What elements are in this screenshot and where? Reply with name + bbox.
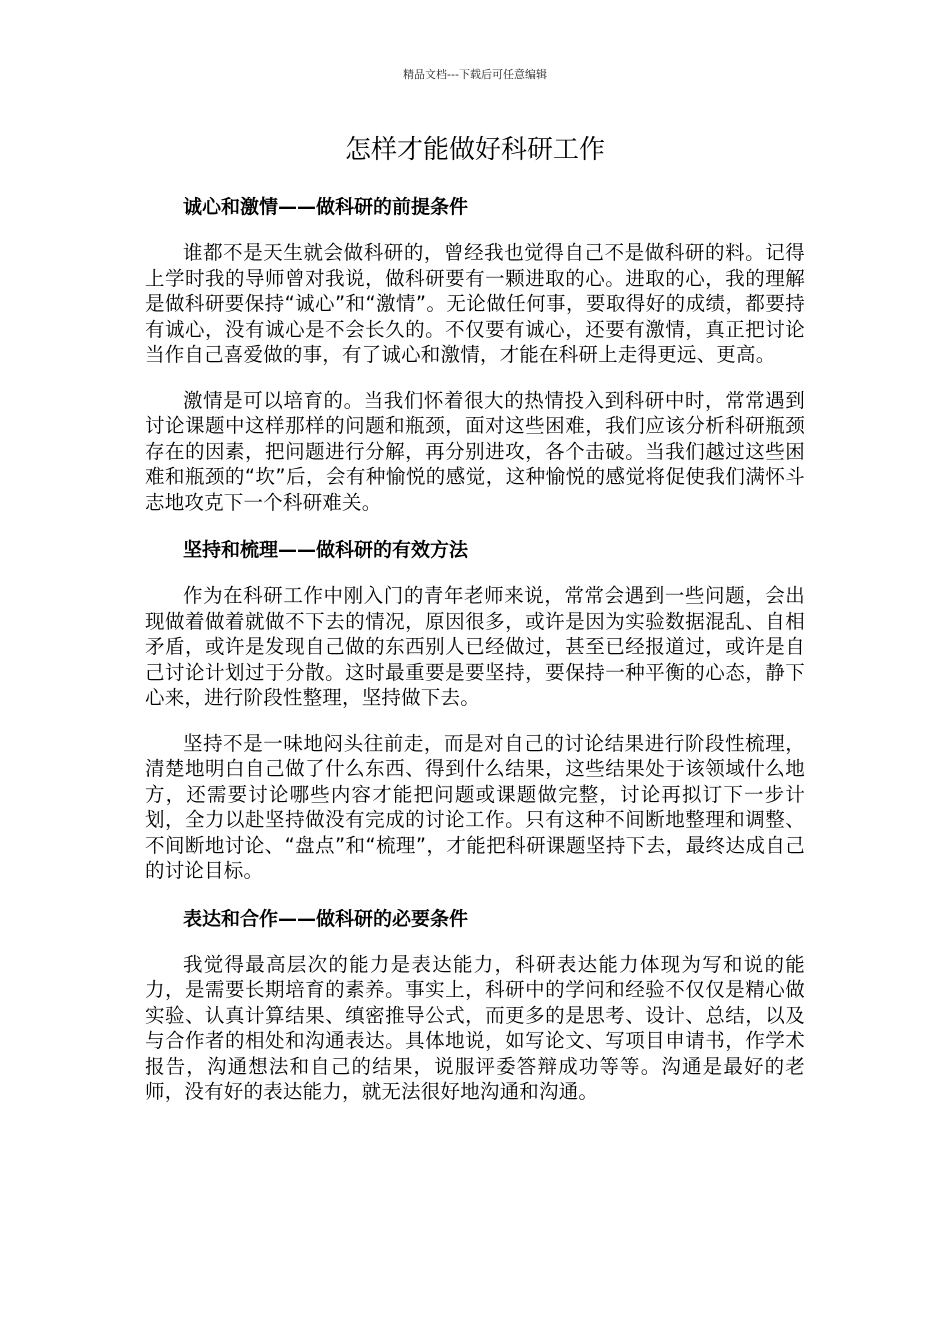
section-heading: 表达和合作——做科研的必要条件	[183, 907, 469, 930]
paragraph: 激情是可以培育的。当我们怀着很大的热情投入到科研中时，常常遇到讨论课题中这样那样的问题和瓶颈，面对这些困难，我们应该分析科研瓶颈存在的因素，把问题进行分解，再分别进攻，各个击破。当我们越过这些困难和瓶颈的“坎”后，会有种愉悦的感觉，这种愉悦的感觉将促使我们满怀斗志地攻克下一个科研难关。	[145, 388, 805, 514]
paragraph: 坚持不是一味地闷头往前走，而是对自己的讨论结果进行阶段性梳理，清楚地明白自己做了什么东西、得到什么结果，这些结果处于该领域什么地方，还需要讨论哪些内容才能把问题或课题做完整，讨论再拟订下一步计划，全力以赴坚持做没有完成的讨论工作。只有这种不间断地整理和调整、不间断地讨论、“盘点”和“梳理”，才能把科研课题坚持下去，最终达成自己的讨论目标。	[145, 731, 805, 882]
section-heading: 坚持和梳理——做科研的有效方法	[183, 539, 469, 561]
section-1	[145, 192, 805, 515]
document-title: 怎样才能做好科研工作	[344, 135, 605, 165]
section-3	[145, 904, 805, 1105]
section-2	[145, 535, 805, 884]
document-body	[145, 192, 805, 1125]
paragraph: 我觉得最高层次的能力是表达能力，科研表达能力体现为写和说的能力，是需要长期培育的素养。事实上，科研中的学问和经验不仅仅是精心做实验、认真计算结果、缜密推导公式，而更多的是思考、设计、总结，以及与合作者的相处和沟通表达。具体地说，如写论文、写项目申请书，作学术报告，沟通想法和自己的结果，说服评委答辩成功等等。沟通是最好的老师，没有好的表达能力，就无法很好地沟通和沟通。	[145, 952, 805, 1103]
section-heading: 诚心和激情——做科研的前提条件	[183, 196, 469, 218]
paragraph: 作为在科研工作中刚入门的青年老师来说，常常会遇到一些问题，会出现做着做着就做不下去的情况，原因很多，或许是因为实验数据混乱、自相矛盾，或许是发现自己做的东西别人已经做过，甚至已经报道过，或许是自己讨论计划过于分散。这时最重要是要坚持，要保持一种平衡的心态，静下心来，进行阶段性整理，坚持做下去。	[145, 584, 805, 709]
page-header: 精品文档---下载后可任意编辑	[403, 68, 547, 81]
paragraph: 谁都不是天生就会做科研的，曾经我也觉得自己不是做科研的料。记得上学时我的导师曾对我说，做科研要有一颗进取的心。进取的心，我的理解是做科研要保持“诚心”和“激情”。无论做任何事，要取得好的成绩，都要持有诚心，没有诚心是不会长久的。不仅要有诚心，还要有激情，真正把讨论当作自己喜爱做的事，有了诚心和激情，才能在科研上走得更远、更高。	[145, 241, 805, 366]
